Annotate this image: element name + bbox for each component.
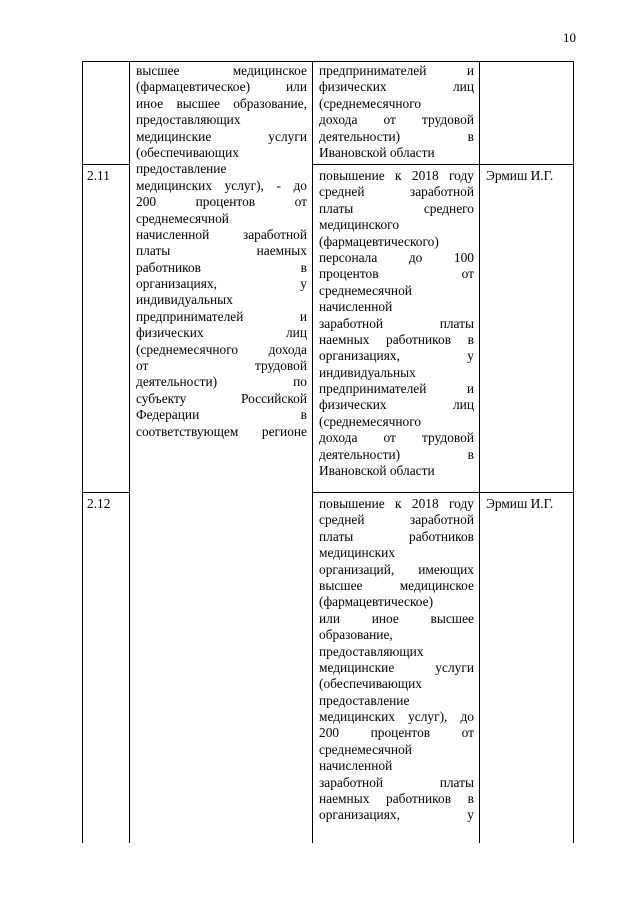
table-border-right: [573, 61, 574, 843]
text-line: предоставление: [136, 161, 227, 177]
text-line: физических лиц: [136, 325, 307, 341]
text-line: (фармацевтическое) или: [136, 79, 307, 95]
text-line: платы наемных: [136, 243, 307, 259]
text-line: физических лиц: [319, 397, 474, 413]
responsible-person: Эрмиш И.Г.: [486, 168, 554, 183]
text-line: медицинского: [319, 217, 400, 233]
text-line: от трудовой: [136, 358, 307, 374]
text-line: повышение к 2018 году: [319, 496, 474, 511]
table-cell-description: [319, 496, 474, 824]
text-line: медицинские услуги: [319, 659, 474, 675]
row-separator-right: [312, 164, 574, 165]
text-line: деятельности) в: [319, 128, 474, 144]
text-line: дохода от трудовой: [319, 430, 474, 446]
text-line: процентов от: [319, 266, 474, 282]
text-line: работников в: [136, 259, 307, 275]
row-number: 2.11: [87, 168, 110, 183]
text-line: Ивановской области: [319, 463, 435, 479]
text-line: соответствующем регионе: [136, 423, 307, 439]
text-line: организациях, у: [319, 348, 474, 364]
text-line: организациях, у: [136, 276, 307, 292]
text-line: предпринимателей и: [136, 308, 307, 324]
text-line: иное высшее образование,: [136, 95, 307, 111]
text-line: платы работников: [319, 528, 474, 544]
text-line: предоставление: [319, 692, 410, 708]
text-line: 200 процентов от: [319, 725, 474, 741]
row-separator-left: [82, 492, 130, 493]
text-line: среднемесячной: [319, 282, 412, 298]
table-border-top: [82, 61, 574, 62]
text-line: образование,: [319, 627, 393, 643]
table-border-left: [82, 61, 83, 843]
table-divider-col2: [312, 61, 313, 843]
text-line: дохода от трудовой: [319, 112, 474, 128]
page-number: 10: [563, 30, 576, 45]
text-line: средней заработной: [319, 184, 474, 200]
text-line: Ивановской области: [319, 144, 435, 160]
text-line: высшее медицинское: [319, 577, 474, 593]
row-number: 2.12: [87, 496, 111, 511]
table-divider-col1: [129, 61, 130, 843]
text-line: медицинских услуг), - до: [136, 177, 307, 193]
text-line: (среднемесячного: [319, 95, 422, 111]
text-line: медицинских услуг), до: [319, 709, 474, 725]
text-line: заработной платы: [319, 315, 474, 331]
text-line: персонала до 100: [319, 249, 474, 265]
text-line: средней заработной: [319, 512, 474, 528]
text-line: предпринимателей и: [319, 381, 474, 397]
text-line: среднемесячной: [319, 741, 412, 757]
text-line: Федерации в: [136, 407, 307, 423]
text-line: 200 процентов от: [136, 194, 307, 210]
text-line: медицинские услуги: [136, 128, 307, 144]
text-line: или иное высшее: [319, 610, 474, 626]
text-line: деятельности) по: [136, 374, 307, 390]
text-line: (среднемесячного дохода: [136, 341, 307, 357]
text-line: предоставляющих: [136, 112, 241, 128]
text-line: среднемесячной: [136, 210, 229, 226]
text-line: (обеспечивающих: [136, 144, 239, 160]
text-line: предпринимателей и: [319, 63, 474, 78]
text-line: деятельности) в: [319, 446, 474, 462]
responsible-person: Эрмиш И.Г.: [486, 496, 554, 511]
text-line: (обеспечивающих: [319, 676, 422, 692]
row-separator-right: [312, 492, 574, 493]
text-line: платы среднего: [319, 200, 474, 216]
table-divider-col3: [479, 61, 480, 843]
text-line: наемных работников в: [319, 791, 474, 807]
text-line: повышение к 2018 году: [319, 168, 474, 183]
text-line: начисленной: [319, 299, 393, 315]
text-line: наемных работников в: [319, 331, 474, 347]
table-cell-description: [319, 63, 474, 161]
text-line: организаций, имеющих: [319, 561, 474, 577]
text-line: заработной платы: [319, 774, 474, 790]
text-line: индивидуальных: [319, 364, 416, 380]
text-line: физических лиц: [319, 79, 474, 95]
text-line: организациях, у: [319, 807, 474, 823]
text-line: предоставляющих: [319, 643, 424, 659]
text-line: начисленной заработной: [136, 226, 307, 242]
text-line: субъекту Российской: [136, 390, 307, 406]
text-line: медицинских: [319, 545, 396, 561]
text-line: индивидуальных: [136, 292, 233, 308]
text-line: (фармацевтическое): [319, 594, 434, 610]
text-line: (фармацевтического): [319, 233, 439, 249]
text-line: высшее медицинское: [136, 63, 307, 78]
text-line: начисленной: [319, 758, 393, 774]
table-cell-description: [319, 168, 474, 479]
row-separator-left: [82, 164, 130, 165]
table-cell-indicator: [136, 63, 307, 440]
text-line: (среднемесячного: [319, 413, 422, 429]
